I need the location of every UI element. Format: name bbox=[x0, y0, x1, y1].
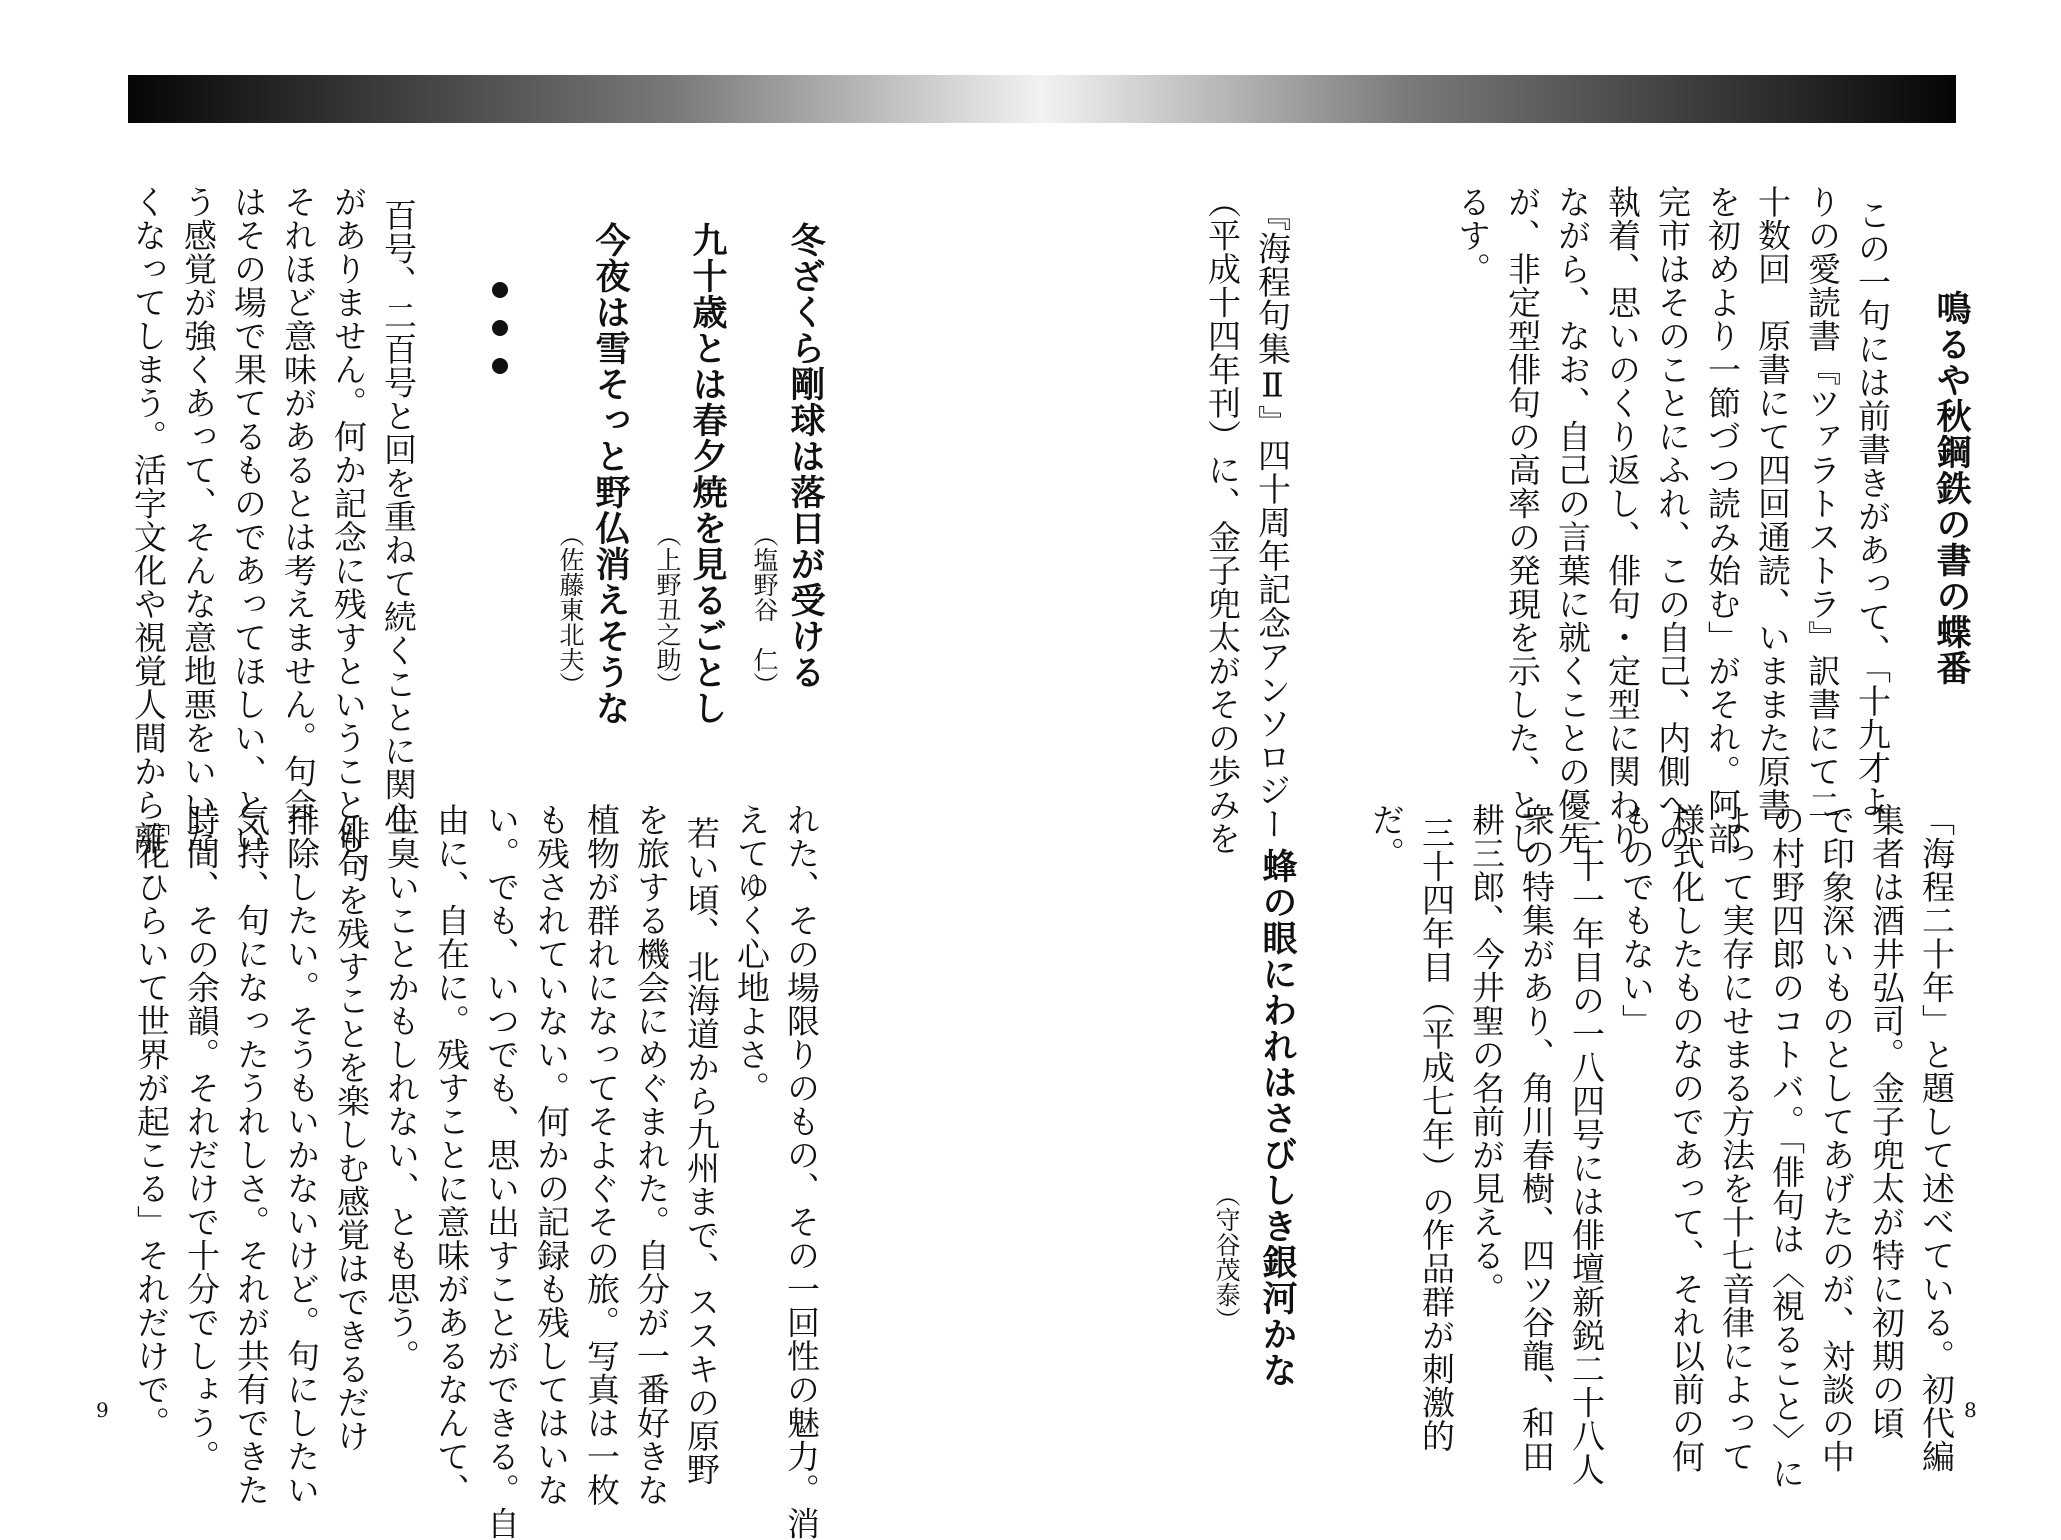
para3-line: よって実存にせまる方法を十七音律によって bbox=[1717, 803, 1756, 1473]
para3-line: ものでもない」 bbox=[1617, 803, 1656, 1038]
para2-line: 『海程句集Ⅱ』四十周年記念アンソロジー bbox=[1253, 198, 1292, 841]
para5-line: 時間、その余韻。それだけで十分でしょう。 bbox=[182, 803, 221, 1473]
para4-line: それほど意味があるとは考えません。句会 bbox=[279, 185, 318, 822]
para3-line: 衆の特集があり、角川春樹、四ツ谷龍、和田 bbox=[1517, 803, 1556, 1473]
haiku-line: 冬ざくら剛球は落日が受ける bbox=[785, 222, 826, 690]
para3-line: 集者は酒井弘司。金子兜太が特に初期の頃 bbox=[1867, 803, 1906, 1440]
para5-line: 由に、自在に。残すことに意味があるなんて、 bbox=[432, 803, 471, 1507]
para3-line: 三十四年目（平成七年）の作品群が刺激的 bbox=[1417, 816, 1456, 1453]
para3-line: 耕三郎、今井聖の名前が見える。 bbox=[1467, 803, 1506, 1306]
para5-line: 「花ひらいて世界が起こる」それだけで。 bbox=[132, 803, 171, 1440]
para3-line: の村野四郎のコトバ。「俳句は〈視ること〉に bbox=[1767, 803, 1806, 1490]
para3-line: 様式化したものなのであって、それ以前の何 bbox=[1667, 803, 1706, 1473]
para5-line: 排除したい。そうもいかないけど。句にしたい bbox=[282, 803, 321, 1507]
para4-line: 百号、二百号と回を重ねて続くことに関心 bbox=[379, 198, 418, 835]
para4-line: はその場で果てるものであってほしい、とい bbox=[229, 185, 268, 855]
header-gradient-bar bbox=[128, 75, 1956, 123]
haiku-author: （佐藤東北夫） bbox=[556, 522, 585, 697]
para5-line: 気持、句になったうれしさ。それが共有できた bbox=[232, 803, 271, 1507]
para1-line: りの愛読書『ツァラトストラ』訳書にて二 bbox=[1803, 185, 1842, 822]
ornament-dot bbox=[492, 320, 508, 336]
para1-line: 執着、思いのくり返し、俳句・定型に関わり bbox=[1603, 185, 1642, 855]
haiku-line: 蜂の眼にわれはさびしき銀河かな bbox=[1257, 848, 1298, 1388]
page-number: 8 bbox=[1964, 1398, 1977, 1422]
para3-line: 「海程二十年」と題して述べている。初代編 bbox=[1917, 803, 1956, 1473]
para5-line: も残されていない。何かの記録も残してはいな bbox=[532, 803, 571, 1507]
para4-line: がありません。何か記念に残すということも、 bbox=[329, 185, 368, 889]
ornament-dot bbox=[492, 358, 508, 374]
para5-line: 植物が群れになってそよぐその旅。写真は一枚 bbox=[582, 803, 621, 1507]
para5-line: い。でも、いつでも、思い出すことができる。自 bbox=[482, 803, 521, 1540]
para5-line: えてゆく心地よさ。 bbox=[732, 803, 771, 1105]
para4-line: くなってしまう。活字文化や視覚人間から離 bbox=[129, 185, 168, 855]
haiku-author: （上野丑之助） bbox=[653, 522, 682, 697]
para1-line: るす。 bbox=[1453, 185, 1492, 286]
page-number: 9 bbox=[96, 1398, 109, 1422]
haiku-line: 今夜は雪そっと野仏消えそうな bbox=[590, 222, 631, 726]
haiku-line: 九十歳とは春夕焼を見るごとし bbox=[687, 222, 728, 726]
para1-line: 完市はそのことにふれ、この自己、内側への bbox=[1653, 185, 1692, 855]
para3-line: 二十一年目の一八四号には俳壇新鋭二十八人 bbox=[1567, 816, 1606, 1486]
para3-line: だ。 bbox=[1367, 803, 1406, 870]
para4-line: う感覚が強くあって、そんな意地悪をいいた bbox=[179, 185, 218, 855]
para1-line: が、非定型俳句の高率の発現を示した、とし bbox=[1503, 185, 1542, 855]
para5-line: 若い頃、北海道から九州まで、ススキの原野 bbox=[682, 816, 721, 1486]
haiku-author: （塩野谷 仁） bbox=[750, 522, 779, 697]
para5-line: れた、その場限りのもの、その一回性の魅力。消 bbox=[782, 803, 821, 1540]
para3-line: で印象深いものとしてあげたのが、対談の中 bbox=[1817, 803, 1856, 1473]
para1-line: を初めより一節づつ読み始む」がそれ。阿部 bbox=[1703, 185, 1742, 855]
para2-line: （平成十四年刊）に、金子兜太がその歩みを bbox=[1203, 185, 1242, 855]
para1-line: 十数回 原書にて四回通読、いままた原書 bbox=[1753, 185, 1792, 822]
haiku-author: （守谷茂泰） bbox=[1212, 1182, 1241, 1332]
para1-line: ながら、なお、自己の言葉に就くことの優先 bbox=[1553, 185, 1592, 855]
para5-line: 俳句を残すことを楽しむ感覚はできるだけ bbox=[332, 816, 371, 1453]
para5-line: 生臭いことかもしれない、とも思う。 bbox=[382, 803, 421, 1373]
haiku-title: 鳴るや秋鋼鉄の書の蝶番 bbox=[1931, 290, 1972, 686]
para5-line: を旅する機会にめぐまれた。自分が一番好きな bbox=[632, 803, 671, 1507]
ornament-dot bbox=[492, 282, 508, 298]
para1-line: この一句には前書きがあって、「十九才よ bbox=[1853, 198, 1892, 818]
